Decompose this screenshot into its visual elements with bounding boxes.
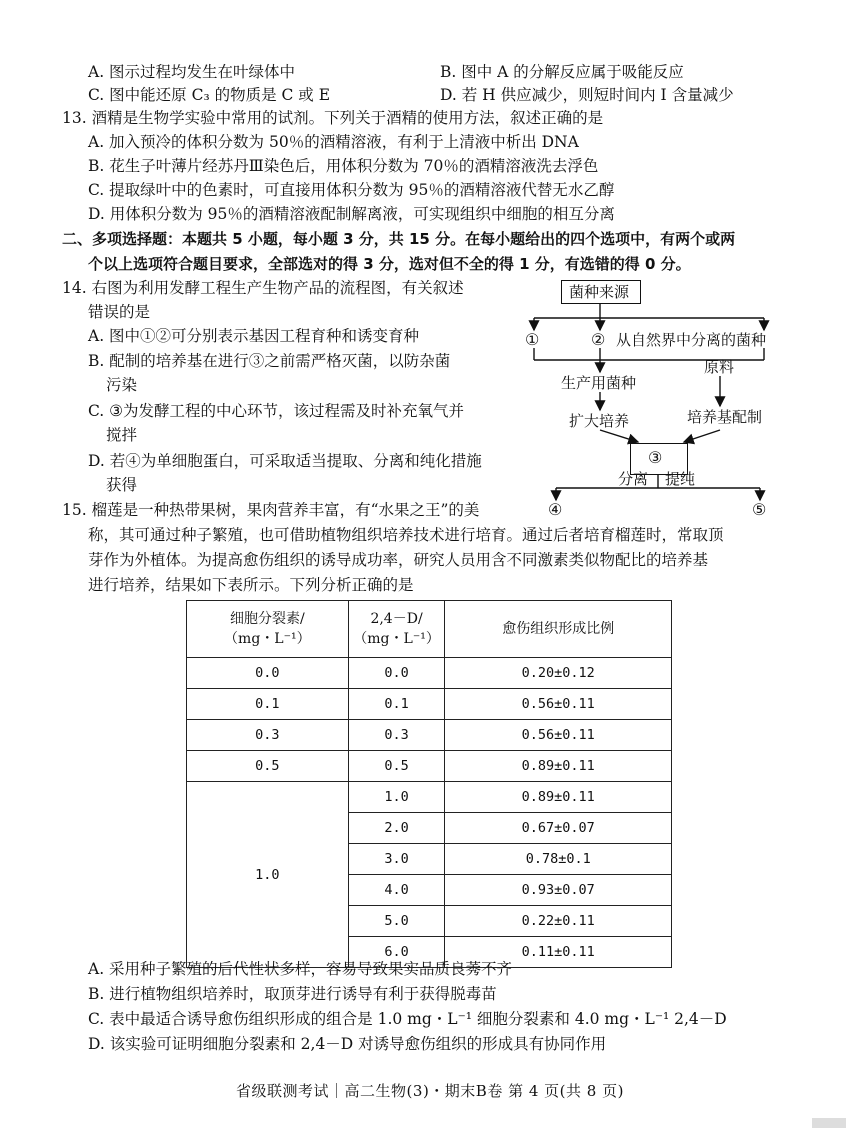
- purify-label: 提纯: [665, 470, 696, 488]
- node-4-label: ④: [548, 500, 563, 519]
- q15-option-b: B. 进行植物组织培养时，取顶芽进行诱导有利于获得脱毒苗: [88, 985, 497, 1003]
- cell-24d: 1.0: [348, 782, 445, 813]
- q15-stem-line4: 进行培养，结果如下表所示。下列分析正确的是: [88, 576, 414, 594]
- page-footer: 省级联测考试｜高二生物(3)・期末B卷 第 4 页(共 8 页): [236, 1082, 624, 1100]
- natural-strain-label: 从自然界中分离的菌种: [616, 331, 767, 349]
- q12-option-a: A. 图示过程均发生在叶绿体中: [88, 63, 296, 81]
- table-row: [187, 720, 672, 751]
- fermentation-flowchart: [520, 280, 780, 519]
- cell-ratio: 0.67±0.07: [445, 813, 672, 844]
- table-row: [187, 782, 672, 813]
- cell-24d: 5.0: [348, 906, 445, 937]
- node-3-label: ③: [648, 448, 663, 467]
- cell-24d: 0.1: [348, 689, 445, 720]
- header-cytokinin-line1: 细胞分裂素/: [229, 611, 305, 627]
- header-24d: [348, 601, 445, 658]
- medium-preparation-label: 培养基配制: [687, 408, 763, 426]
- header-cytokinin-unit: （mg・L⁻¹）: [224, 631, 311, 647]
- cell-cytokinin: 0.5: [187, 751, 349, 782]
- cell-cytokinin: 0.0: [187, 658, 349, 689]
- cell-24d: 2.0: [348, 813, 445, 844]
- q14-option-d-line1: D. 若④为单细胞蛋白，可采取适当提取、分离和纯化措施: [88, 452, 482, 470]
- cell-ratio: 0.93±0.07: [445, 875, 672, 906]
- table-row: [187, 689, 672, 720]
- table-header-row: [187, 601, 672, 658]
- section2-instructions-line1: 二、多项选择题：本题共 5 小题，每小题 3 分，共 15 分。在每小题给出的四个选项中，有两个或两: [62, 230, 736, 248]
- q15-option-a: A. 采用种子繁殖的后代性状多样，容易导致果实品质良莠不齐: [88, 960, 513, 978]
- node-1-label: ①: [525, 330, 540, 349]
- node-2-label: ②: [591, 330, 606, 349]
- node-5-label: ⑤: [752, 500, 767, 519]
- cell-24d: 0.0: [348, 658, 445, 689]
- q15-option-c: C. 表中最适合诱导愈伤组织形成的组合是 1.0 mg・L⁻¹ 细胞分裂素和 4.0 mg・L⁻¹ 2,4－D: [88, 1010, 727, 1028]
- cell-24d: 0.3: [348, 720, 445, 751]
- callus-induction-table: [186, 600, 672, 968]
- separate-label: 分离: [618, 470, 649, 488]
- header-callus-ratio: 愈伤组织形成比例: [445, 601, 672, 658]
- q13-option-d: D. 用体积分数为 95％的酒精溶液配制解离液，可实现组织中细胞的相互分离: [88, 205, 615, 223]
- q14-option-a: A. 图中①②可分别表示基因工程育种和诱变育种: [88, 327, 420, 345]
- cell-24d: 6.0: [348, 937, 445, 968]
- q13-option-c: C. 提取绿叶中的色素时，可直接用体积分数为 95％的酒精溶液代替无水乙醇: [88, 181, 615, 199]
- production-strain-label: 生产用菌种: [561, 374, 637, 392]
- raw-material-label: 原料: [704, 358, 735, 376]
- table-row: [187, 658, 672, 689]
- cell-ratio: 0.56±0.11: [445, 720, 672, 751]
- header-24d-line1: 2,4－D/: [370, 611, 423, 627]
- cell-cytokinin: 0.3: [187, 720, 349, 751]
- cell-cytokinin: 0.1: [187, 689, 349, 720]
- q13-stem: 13. 酒精是生物学实验中常用的试剂。下列关于酒精的使用方法，叙述正确的是: [62, 109, 604, 127]
- q14-option-d-line2: 获得: [106, 476, 138, 494]
- source-label: 菌种来源: [569, 283, 630, 301]
- q12-option-b: B. 图中 A 的分解反应属于吸能反应: [440, 63, 684, 81]
- header-24d-unit: （mg・L⁻¹）: [353, 631, 440, 647]
- q14-option-b-line2: 污染: [106, 376, 138, 394]
- q12-option-d: D. 若 H 供应减少，则短时间内 I 含量减少: [440, 86, 734, 104]
- q14-stem-line1: 14. 右图为利用发酵工程生产生物产品的流程图，有关叙述: [62, 279, 464, 297]
- cell-24d: 0.5: [348, 751, 445, 782]
- q14-option-c-line1: C. ③为发酵工程的中心环节，该过程需及时补充氧气并: [88, 402, 465, 420]
- q15-option-d: D. 该实验可证明细胞分裂素和 2,4－D 对诱导愈伤组织的形成具有协同作用: [88, 1035, 607, 1053]
- cell-ratio: 0.78±0.1: [445, 844, 672, 875]
- cell-ratio: 0.11±0.11: [445, 937, 672, 968]
- cell-ratio: 0.89±0.11: [445, 782, 672, 813]
- q15-stem-line3: 芽作为外植体。为提高愈伤组织的诱导成功率，研究人员用含不同激素类似物配比的培养基: [88, 551, 709, 569]
- q14-option-b-line1: B. 配制的培养基在进行③之前需严格灭菌，以防杂菌: [88, 352, 451, 370]
- q15-stem-line2: 称，其可通过种子繁殖，也可借助植物组织培养技术进行培育。通过后者培育榴莲时，常取顶: [88, 526, 724, 544]
- expand-culture-label: 扩大培养: [569, 412, 630, 430]
- table-row: [187, 751, 672, 782]
- cell-24d: 3.0: [348, 844, 445, 875]
- cell-ratio: 0.22±0.11: [445, 906, 672, 937]
- cell-cytokinin-merged: 1.0: [187, 782, 349, 968]
- qr-code-icon: [812, 1118, 846, 1128]
- section2-instructions-line2: 个以上选项符合题目要求，全部选对的得 3 分，选对但不全的得 1 分，有选错的得 0 分。: [88, 255, 691, 273]
- q14-stem-line2: 错误的是: [88, 303, 151, 321]
- q13-option-b: B. 花生子叶薄片经苏丹Ⅲ染色后，用体积分数为 70％的酒精溶液洗去浮色: [88, 157, 599, 175]
- q12-option-c: C. 图中能还原 C₃ 的物质是 C 或 E: [88, 86, 331, 104]
- cell-ratio: 0.89±0.11: [445, 751, 672, 782]
- cell-24d: 4.0: [348, 875, 445, 906]
- header-cytokinin: [187, 601, 349, 658]
- cell-ratio: 0.20±0.12: [445, 658, 672, 689]
- q14-option-c-line2: 搅拌: [106, 426, 138, 444]
- q15-stem-line1: 15. 榴莲是一种热带果树，果肉营养丰富，有“水果之王”的美: [62, 501, 480, 519]
- q13-option-a: A. 加入预冷的体积分数为 50％的酒精溶液，有利于上清液中析出 DNA: [88, 133, 579, 151]
- cell-ratio: 0.56±0.11: [445, 689, 672, 720]
